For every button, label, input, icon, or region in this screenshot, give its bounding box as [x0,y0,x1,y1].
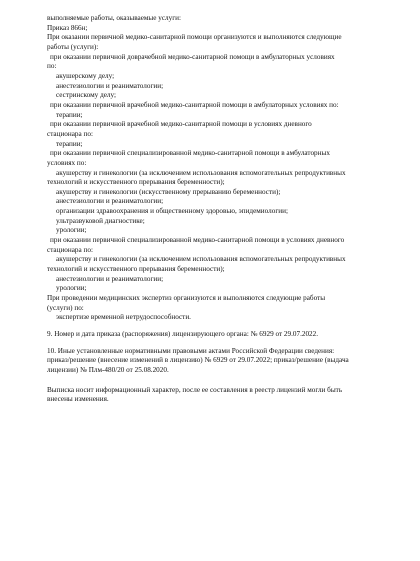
section-10 [47,347,384,376]
section-10-line-1: 10. Иные установленные нормативными правовыми актами Российской Федерации сведения: [47,346,335,355]
list-line: стационара по: [47,245,93,254]
list-line: анестезиологии и реаниматологии; [56,197,164,206]
list-line: анестезиологии и реаниматологии; [56,81,164,90]
footer-note-line-1: Выписка носит информационный характер, после ее составления в реестр лицензий могли быть [47,385,343,394]
section-10-line-2: приказ/решение (внесение изменений в лицензию) № 6929 от 29.07.2022; приказ/решение (выдача [47,356,349,365]
list-line: акушерскому делу; [56,71,115,80]
list-line: при оказании первичной доврачебной медико-санитарной помощи в амбулаторных условиях [50,52,335,61]
list-line: акушерству и гинекологии (за исключением использования вспомогательных репродуктивных [56,255,346,264]
list-line: выполняемые работы, оказываемые услуги: [47,14,181,22]
list-line: при оказании первичной специализированной медико-санитарной помощи в амбулаторных [50,149,330,158]
section-9 [47,330,384,340]
list-line: При проведении медицинских экспертиз организуются и выполняются следующие работы [47,294,326,303]
list-line: урологии; [56,226,87,235]
section-9-text: 9. Номер и дата приказа (распоряжения) лицензирующего органа: № 6929 от 29.07.2022. [47,330,319,338]
list-line: условиях по: [47,158,87,167]
list-line: При оказании первичной медико-санитарной помощи организуются и выполняются следующие [47,33,342,42]
list-line: стационара по: [47,129,93,138]
list-line: при оказании первичной врачебной медико-санитарной помощи в условиях дневного [50,120,312,129]
list-line: сестринскому делу; [56,91,116,100]
list-line: технологий и искусственного прерывания беременности); [47,265,225,274]
list-line: по: [47,62,57,71]
footer-note-line-2: внесены изменения. [47,395,109,404]
list-line: при оказании первичной специализированной медико-санитарной помощи в условиях дневного [50,236,345,245]
list-line: ультразвуковой диагностике; [56,216,145,225]
list-line: экспертизе временной нетрудоспособности. [56,313,191,322]
list-line: акушерству и гинекологии (за исключением использования вспомогательных репродуктивных [56,168,346,177]
list-line: (услуги) по: [47,303,84,312]
list-line: технологий и искусственного прерывания беременности); [47,178,225,187]
list-line: акушерству и гинекологии (искусственному прерыванию беременности); [56,187,281,196]
footer-note [47,386,384,405]
list-line: терапии; [56,110,83,119]
list-line: работы (услуги): [47,42,99,51]
list-line: Приказ 866н; [47,23,88,32]
list-line: урологии; [56,284,87,293]
list-line: при оказании первичной врачебной медико-санитарной помощи в амбулаторных условиях по: [50,100,339,109]
section-10-line-3: лицензии) № Плм-480/20 от 25.08.2020. [47,365,169,374]
list-line: организации здравоохранения и общественному здоровью, эпидемиологии; [56,207,288,216]
list-line: анестезиологии и реаниматологии; [56,274,164,283]
list-line: терапии; [56,139,83,148]
licensed-services-list [47,14,384,323]
